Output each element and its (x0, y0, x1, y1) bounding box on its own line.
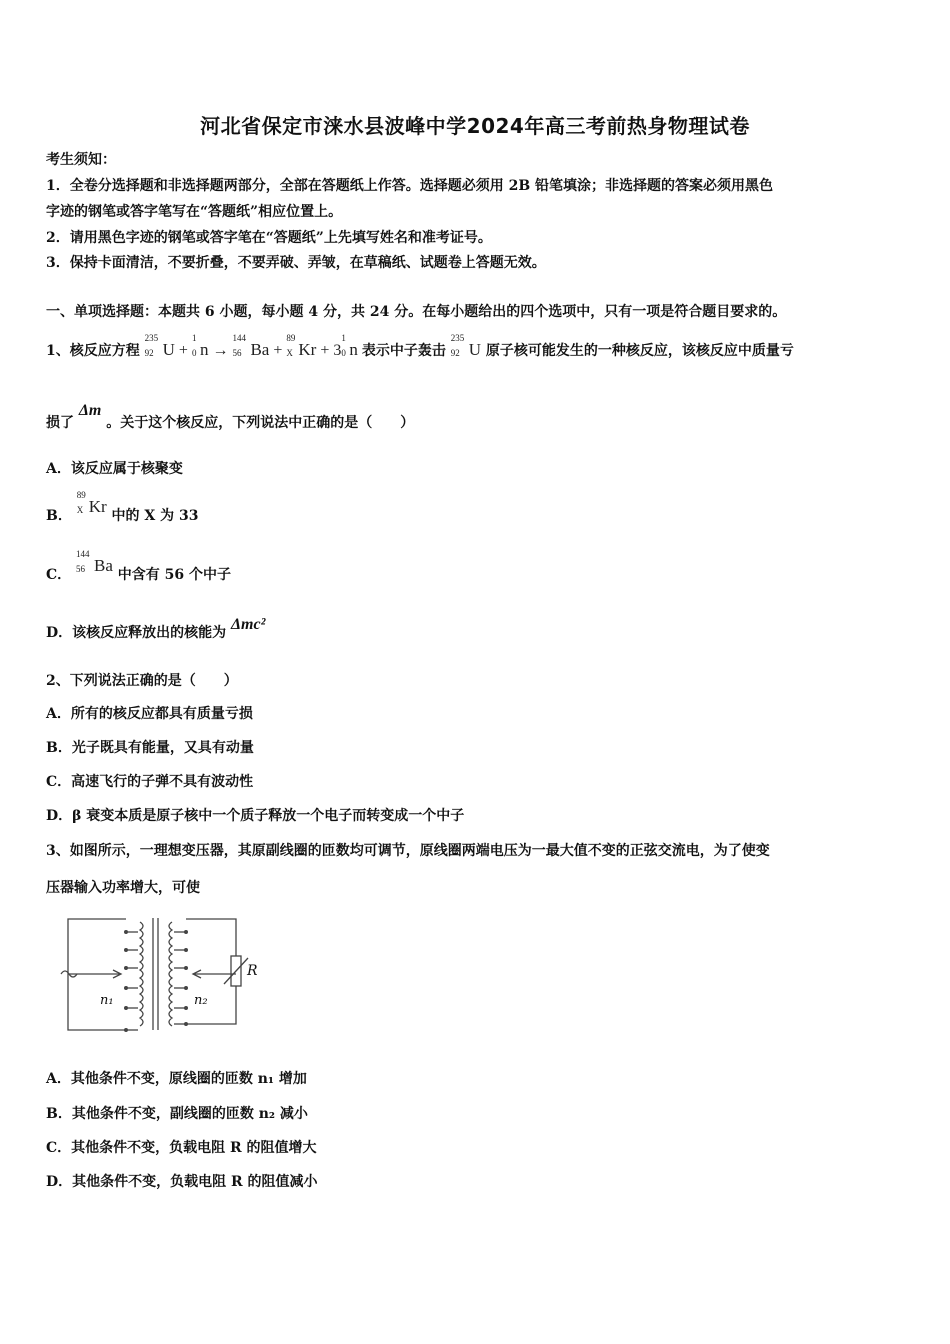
q3-stem-line-2: 压器输入功率增大，可使 (46, 880, 200, 896)
q1-option-c: C． 144 56 Ba 中含有 56 个中子 (46, 549, 232, 583)
mass-defect-symbol: Δm (78, 402, 102, 419)
q2-stem: 2、下列说法正确的是（ ） (46, 673, 238, 689)
n2-label: n₂ (194, 993, 208, 1008)
secondary-coil (169, 922, 172, 1026)
q1-prefix: 1、核反应方程 (46, 343, 140, 359)
q2-option-a: A．所有的核反应都具有质量亏损 (46, 706, 253, 722)
nuclide-ba144-option: 144 56 Ba (76, 549, 113, 575)
q3-option-b: B．其他条件不变，副线圈的匝数 n₂ 减小 (46, 1106, 308, 1122)
energy-symbol: Δmc² (231, 616, 266, 633)
nuclide-kr89: 89 X Kr (286, 333, 317, 359)
q1-option-b: B． 89 X Kr 中的 X 为 33 (46, 490, 199, 524)
secondary-wire-top (186, 919, 236, 956)
primary-coil (140, 922, 143, 1026)
q1-option-d: D．该核反应释放出的核能为 Δmc² (46, 616, 266, 641)
n1-label: n₁ (100, 993, 114, 1008)
q1-line-2: 损了 Δm 。关于这个核反应，下列说法中正确的是（ ） (46, 402, 415, 431)
nuclide-u235-target: 235 92 U (450, 333, 481, 359)
nuclide-neutron-3: 1 0 n (341, 333, 358, 359)
q1-option-a: A．该反应属于核聚变 (46, 461, 183, 477)
nuclide-kr89-option: 89 X Kr (76, 490, 107, 516)
q1-line-1 (46, 333, 794, 361)
q2-option-d: D．β 衰变本质是原子核中一个质子释放一个电子而转变成一个中子 (46, 808, 465, 824)
page-title: 河北省保定市涞水县波峰中学2024年高三考前热身物理试卷 (200, 114, 750, 138)
notice-heading: 考生须知： (46, 152, 116, 168)
notice-line-1a: 1．全卷分选择题和非选择题两部分，全部在答题纸上作答。选择题必须用 2B 铅笔填涂；非选择题的答案必须用黑色 (46, 178, 774, 194)
nuclear-equation: 235 92 U + 1 0 n → 144 56 Ba + 89 X Kr + 3 1 0 n (144, 333, 358, 359)
q2-option-b: B．光子既具有能量，又具有动量 (46, 740, 254, 756)
transformer-diagram (58, 912, 273, 1037)
primary-taps (124, 930, 188, 1032)
q3-option-a: A．其他条件不变，原线圈的匝数 n₁ 增加 (46, 1071, 307, 1087)
q3-option-d: D．其他条件不变，负载电阻 R 的阻值减小 (46, 1174, 318, 1190)
notice-line-2: 2．请用黑色字迹的钢笔或答字笔在“答题纸”上先填写姓名和准考证号。 (46, 230, 492, 246)
nuclide-neutron: 1 0 n (191, 333, 209, 359)
q1-suffix: 原子核可能发生的一种核反应，该核反应中质量亏 (485, 343, 794, 359)
nuclide-u235: 235 92 U (144, 333, 175, 359)
nuclide-ba144: 144 56 Ba (232, 333, 270, 359)
resistor-variable-arrow (224, 958, 248, 984)
q1-mid: 表示中子轰击 (361, 343, 446, 359)
q3-option-c: C．其他条件不变，负载电阻 R 的阻值增大 (46, 1140, 317, 1156)
q3-stem-line-1: 3、如图所示，一理想变压器，其原副线圈的匝数均可调节，原线圈两端电压为一最大值不变的正弦交流电，为了使变 (46, 843, 770, 859)
resistor-label: R (247, 963, 258, 979)
section-heading: 一、单项选择题：本题共 6 小题，每小题 4 分，共 24 分。在每小题给出的四个选项中，只有一项是符合题目要求的。 (46, 304, 787, 320)
q2-option-c: C．高速飞行的子弹不具有波动性 (46, 774, 254, 790)
notice-line-1b: 字迹的钢笔或答字笔写在“答题纸”相应位置上。 (46, 204, 343, 220)
notice-line-3: 3．保持卡面清洁，不要折叠，不要弄破、弄皱，在草稿纸、试题卷上答题无效。 (46, 255, 546, 271)
